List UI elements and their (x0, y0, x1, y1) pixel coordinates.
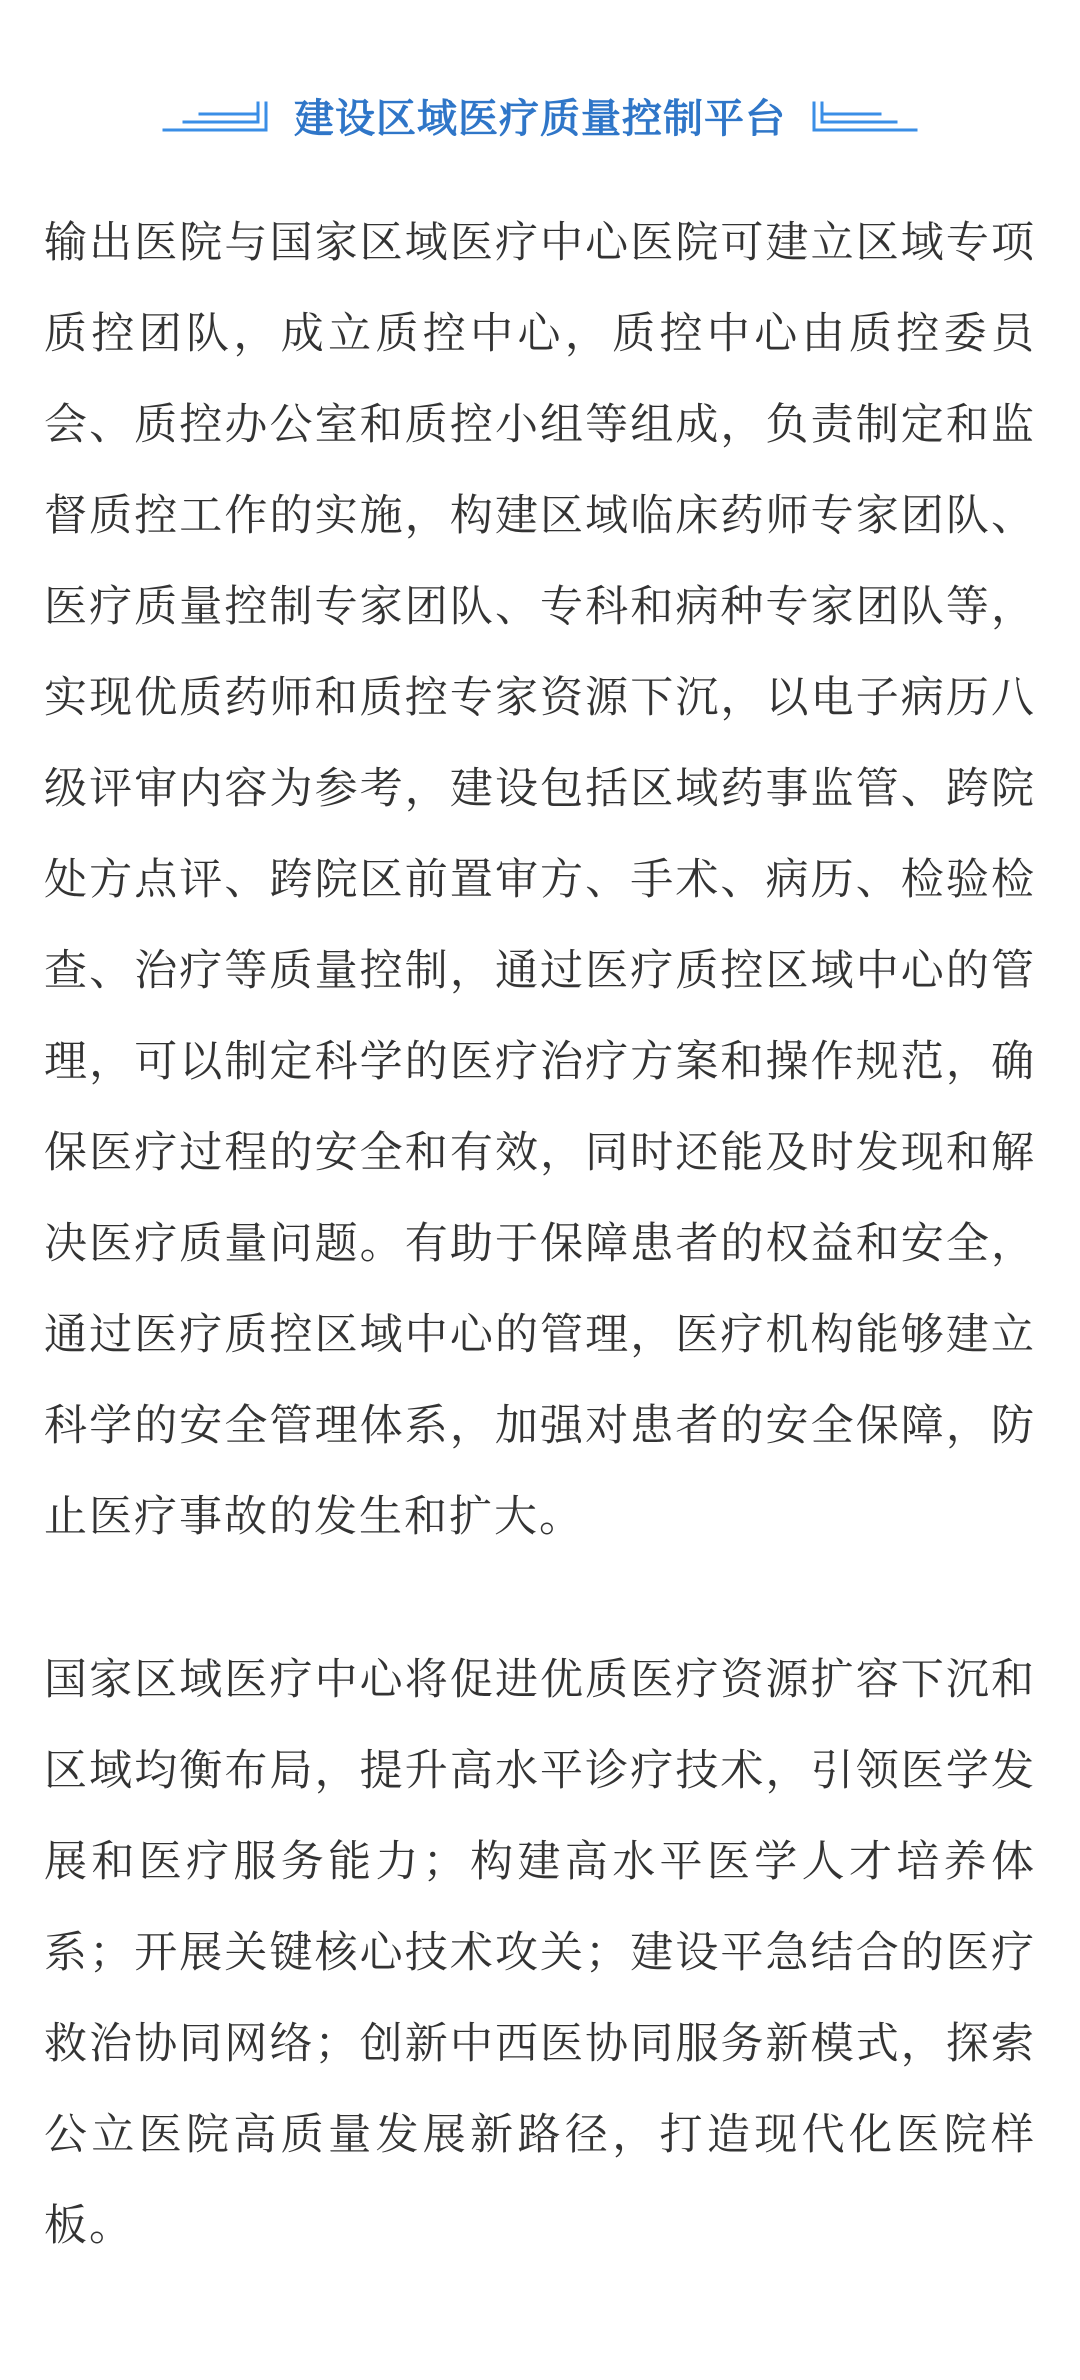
section-title: 建设区域医疗质量控制平台 (294, 95, 786, 142)
left-bracket-icon (162, 95, 272, 135)
article-body (44, 198, 1036, 2272)
section-heading (0, 80, 1080, 150)
right-bracket-icon (808, 95, 918, 135)
paragraph-quality-control: 输出医院与国家区域医疗中心医院可建立区域专项质控团队，成立质控中心，质控中心由质控委员会、质控办公室和质控小组等组成，负责制定和监督质控工作的实施，构建区域临床药师专家团队、医疗质量控制专家团队、专科和病种专家团队等，实现优质药师和质控专家资源下沉，以电子病历八级评审内容为参考，建设包括区域药事监管、跨院处方点评、跨院区前置审方、手术、病历、检验检查、治疗等质量控制，通过医疗质控区域中心的管理，可以制定科学的医疗治疗方案和操作规范，确保医疗过程的安全和有效，同时还能及时发现和解决医疗质量问题。有助于保障患者的权益和安全，通过医疗质控区域中心的管理，医疗机构能够建立科学的安全管理体系，加强对患者的安全保障，防止医疗事故的发生和扩大。 (44, 218, 1036, 1542)
paragraph-regional-center: 国家区域医疗中心将促进优质医疗资源扩容下沉和区域均衡布局，提升高水平诊疗技术，引领医学发展和医疗服务能力；构建高水平医学人才培养体系；开展关键核心技术攻关；建设平急结合的医疗救治协同网络；创新中西医协同服务新模式，探索公立医院高质量发展新路径，打造现代化医院样板。 (44, 1655, 1036, 2251)
